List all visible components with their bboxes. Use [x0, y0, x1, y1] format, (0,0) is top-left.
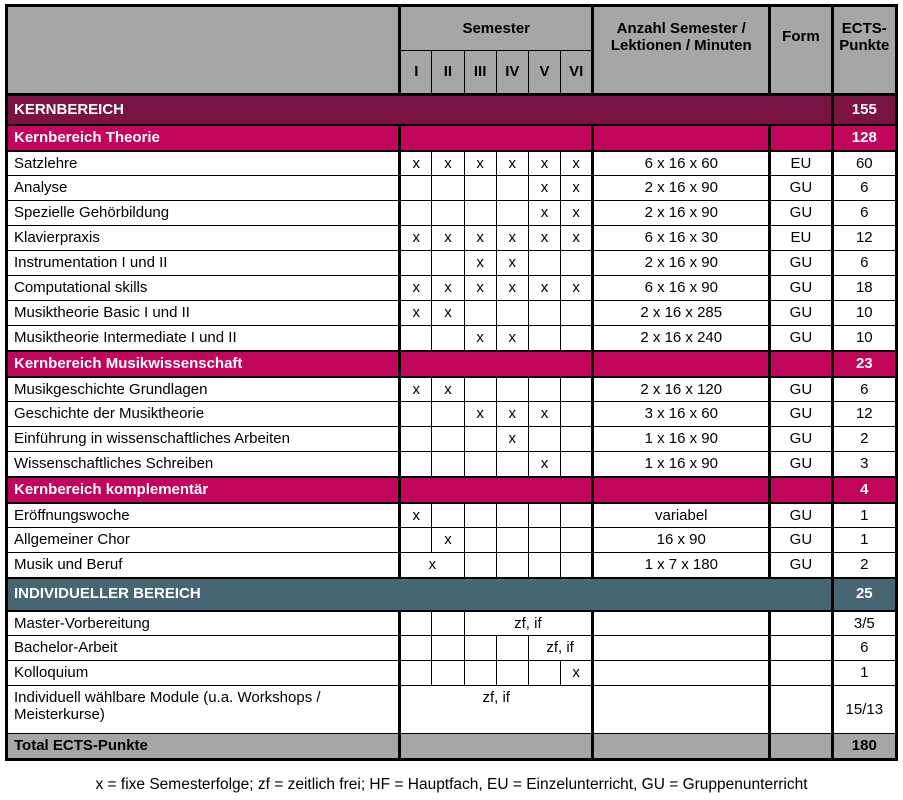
semester-group-header: Semester: [400, 6, 593, 51]
sem-mark-3: [464, 553, 496, 578]
form-cell: GU: [770, 528, 832, 553]
sem-mark-4: [496, 452, 528, 477]
sem-mark-1-6-merged: zf, if: [400, 686, 593, 734]
sem-mark-5: x: [528, 402, 560, 427]
row-eroeffnungswoche: [7, 503, 897, 528]
anzahl-cell: 2 x 16 x 120: [593, 377, 770, 402]
row-einfuehrung-wissenschaftliches-arbeiten: [7, 427, 897, 452]
sem-mark-5: x: [528, 226, 560, 251]
sem-mark-2: [432, 326, 464, 351]
ects-cell: 6: [832, 201, 896, 226]
course-label: Klavierpraxis: [7, 226, 400, 251]
form-cell: [770, 686, 832, 734]
anzahl-cell: [593, 611, 770, 636]
sem-mark-2: [432, 636, 464, 661]
sem-mark-5: [528, 427, 560, 452]
sem-mark-1: [400, 452, 432, 477]
ects-cell: 3/5: [832, 611, 896, 636]
row-kernbereich-komplementaer: [7, 477, 897, 503]
sem-mark-1: [400, 528, 432, 553]
sem-mark-6: [561, 251, 593, 276]
sem-mark-3: x: [464, 251, 496, 276]
section-label: INDIVIDUELLER BEREICH: [7, 578, 833, 611]
anzahl-cell: 1 x 16 x 90: [593, 427, 770, 452]
sem-mark-3: [464, 301, 496, 326]
course-label: Musikgeschichte Grundlagen: [7, 377, 400, 402]
sem-mark-6: x: [561, 661, 593, 686]
anzahl-cell: 16 x 90: [593, 528, 770, 553]
subsection-label: Kernbereich komplementär: [7, 477, 400, 503]
sem-mark-2: [432, 201, 464, 226]
section-ects: 25: [832, 578, 896, 611]
row-instrumentation: [7, 251, 897, 276]
form-cell: GU: [770, 176, 832, 201]
sem-mark-2: [432, 503, 464, 528]
form-cell: GU: [770, 503, 832, 528]
form-cell: GU: [770, 377, 832, 402]
sem-mark-1: x: [400, 226, 432, 251]
form-cell: GU: [770, 553, 832, 578]
anzahl-cell: 2 x 16 x 240: [593, 326, 770, 351]
ects-cell: 10: [832, 326, 896, 351]
sem-mark-4: x: [496, 427, 528, 452]
total-sem-band: [400, 734, 593, 760]
sem-mark-3: x: [464, 226, 496, 251]
subsection-ects: 4: [832, 477, 896, 503]
sem-mark-3: x: [464, 151, 496, 176]
curriculum-table: [5, 4, 898, 761]
subsection-sem-band: [400, 351, 593, 377]
subsection-form-band: [770, 351, 832, 377]
sem-mark-2: [432, 452, 464, 477]
sem-mark-6: x: [561, 151, 593, 176]
ects-cell: 1: [832, 661, 896, 686]
sem-mark-5: [528, 326, 560, 351]
row-musiktheorie-basic: [7, 301, 897, 326]
sem-mark-6: x: [561, 201, 593, 226]
form-cell: GU: [770, 201, 832, 226]
anzahl-cell: 6 x 16 x 60: [593, 151, 770, 176]
subsection-ects: 23: [832, 351, 896, 377]
sem-mark-3: [464, 636, 496, 661]
sem-mark-5: [528, 553, 560, 578]
sem-mark-3: x: [464, 276, 496, 301]
sem-mark-3: [464, 377, 496, 402]
course-label: Eröffnungswoche: [7, 503, 400, 528]
sem-mark-4: [496, 636, 528, 661]
sem-mark-4: x: [496, 251, 528, 276]
form-cell: GU: [770, 276, 832, 301]
row-geschichte-der-musiktheorie: [7, 402, 897, 427]
sem-mark-5: [528, 661, 560, 686]
course-label: Allgemeiner Chor: [7, 528, 400, 553]
form-header: Form: [770, 6, 832, 95]
form-cell: EU: [770, 226, 832, 251]
sem-mark-6: x: [561, 176, 593, 201]
anzahl-cell: 1 x 7 x 180: [593, 553, 770, 578]
sem-mark-5: x: [528, 151, 560, 176]
sem-mark-6: [561, 402, 593, 427]
form-cell: GU: [770, 251, 832, 276]
sem-mark-6: x: [561, 276, 593, 301]
sem-mark-3: [464, 661, 496, 686]
row-allgemeiner-chor: [7, 528, 897, 553]
sem-mark-4: [496, 301, 528, 326]
form-cell: EU: [770, 151, 832, 176]
row-total: [7, 734, 897, 760]
row-analyse: [7, 176, 897, 201]
subsection-form-band: [770, 125, 832, 151]
anzahl-cell: 2 x 16 x 285: [593, 301, 770, 326]
form-cell: [770, 611, 832, 636]
subsection-ects: 128: [832, 125, 896, 151]
sem-mark-3: [464, 427, 496, 452]
sem-mark-6: x: [561, 226, 593, 251]
sem-mark-4: [496, 201, 528, 226]
sem-mark-1-2-merged: x: [400, 553, 464, 578]
total-label: Total ECTS-Punkte: [7, 734, 400, 760]
sem-mark-5: [528, 377, 560, 402]
sem-mark-5: x: [528, 201, 560, 226]
semester-col-1: I: [400, 51, 432, 95]
ects-cell: 15/13: [832, 686, 896, 734]
course-label: Computational skills: [7, 276, 400, 301]
sem-mark-1: [400, 611, 432, 636]
subsection-anzahl-band: [593, 125, 770, 151]
sem-mark-4: [496, 553, 528, 578]
sem-mark-4: [496, 176, 528, 201]
sem-mark-3: [464, 528, 496, 553]
sem-mark-4: x: [496, 276, 528, 301]
course-label: Musiktheorie Basic I und II: [7, 301, 400, 326]
sem-mark-2: x: [432, 377, 464, 402]
legend-footnote: x = fixe Semesterfolge; zf = zeitlich frei; HF = Hauptfach, EU = Einzelunterricht, GU = Gruppenunterricht: [95, 776, 808, 793]
ects-cell: 6: [832, 636, 896, 661]
total-ects: 180: [832, 734, 896, 760]
ects-cell: 1: [832, 528, 896, 553]
anzahl-cell: [593, 661, 770, 686]
course-label: Master-Vorbereitung: [7, 611, 400, 636]
ects-cell: 12: [832, 226, 896, 251]
form-cell: [770, 661, 832, 686]
sem-mark-2: [432, 176, 464, 201]
sem-mark-5: x: [528, 452, 560, 477]
form-cell: GU: [770, 402, 832, 427]
row-musikgeschichte-grundlagen: [7, 377, 897, 402]
row-klavierpraxis: [7, 226, 897, 251]
sem-mark-6: [561, 503, 593, 528]
course-label: Spezielle Gehörbildung: [7, 201, 400, 226]
ects-cell: 6: [832, 251, 896, 276]
sem-mark-1: [400, 427, 432, 452]
total-anzahl-band: [593, 734, 770, 760]
sem-mark-1: [400, 402, 432, 427]
ects-cell: 10: [832, 301, 896, 326]
sem-mark-5: [528, 301, 560, 326]
subsection-label: Kernbereich Musikwissenschaft: [7, 351, 400, 377]
sem-mark-5-6-merged: zf, if: [528, 636, 592, 661]
sem-mark-5: [528, 528, 560, 553]
sem-mark-4: x: [496, 326, 528, 351]
subsection-form-band: [770, 477, 832, 503]
course-label: Wissenschaftliches Schreiben: [7, 452, 400, 477]
sem-mark-4: x: [496, 151, 528, 176]
course-label: Bachelor-Arbeit: [7, 636, 400, 661]
sem-mark-6: [561, 301, 593, 326]
sem-mark-4: x: [496, 226, 528, 251]
semester-col-5: V: [528, 51, 560, 95]
row-wissenschaftliches-schreiben: [7, 452, 897, 477]
anzahl-cell: variabel: [593, 503, 770, 528]
sem-mark-1: x: [400, 377, 432, 402]
course-label: Musik und Beruf: [7, 553, 400, 578]
sem-mark-6: [561, 377, 593, 402]
anzahl-cell: 2 x 16 x 90: [593, 251, 770, 276]
section-label: KERNBEREICH: [7, 95, 833, 125]
sem-mark-6: [561, 528, 593, 553]
ects-cell: 18: [832, 276, 896, 301]
sem-mark-2: x: [432, 151, 464, 176]
course-label: Satzlehre: [7, 151, 400, 176]
sem-mark-3-6-merged: zf, if: [464, 611, 593, 636]
sem-mark-1: x: [400, 301, 432, 326]
anzahl-cell: 6 x 16 x 30: [593, 226, 770, 251]
anzahl-header: Anzahl Semester / Lektionen / Minuten: [593, 6, 770, 95]
subsection-anzahl-band: [593, 351, 770, 377]
row-individueller-bereich: [7, 578, 897, 611]
sem-mark-5: [528, 503, 560, 528]
sem-mark-1: x: [400, 151, 432, 176]
ects-cell: 1: [832, 503, 896, 528]
form-cell: GU: [770, 427, 832, 452]
anzahl-cell: 3 x 16 x 60: [593, 402, 770, 427]
course-label: Individuell wählbare Module (u.a. Workshops / Meisterkurse): [7, 686, 400, 734]
form-cell: [770, 636, 832, 661]
anzahl-cell: 6 x 16 x 90: [593, 276, 770, 301]
ects-cell: 2: [832, 427, 896, 452]
sem-mark-2: [432, 611, 464, 636]
course-label: Musiktheorie Intermediate I und II: [7, 326, 400, 351]
sem-mark-2: [432, 251, 464, 276]
semester-col-4: IV: [496, 51, 528, 95]
sem-mark-5: [528, 251, 560, 276]
sem-mark-4: [496, 661, 528, 686]
sem-mark-6: [561, 452, 593, 477]
sem-mark-1: [400, 636, 432, 661]
row-computational-skills: [7, 276, 897, 301]
header-row-groups: [7, 6, 897, 51]
sem-mark-3: x: [464, 326, 496, 351]
corner-cell: [7, 6, 400, 95]
sem-mark-5: x: [528, 176, 560, 201]
sem-mark-6: [561, 427, 593, 452]
ects-cell: 2: [832, 553, 896, 578]
sem-mark-1: [400, 176, 432, 201]
course-label: Einführung in wissenschaftliches Arbeiten: [7, 427, 400, 452]
row-kernbereich: [7, 95, 897, 125]
row-kernbereich-musikwissenschaft: [7, 351, 897, 377]
ects-cell: 60: [832, 151, 896, 176]
sem-mark-2: x: [432, 276, 464, 301]
sem-mark-1: x: [400, 503, 432, 528]
sem-mark-4: [496, 503, 528, 528]
row-kolloquium: [7, 661, 897, 686]
sem-mark-3: [464, 201, 496, 226]
subsection-sem-band: [400, 477, 593, 503]
course-label: Analyse: [7, 176, 400, 201]
subsection-sem-band: [400, 125, 593, 151]
sem-mark-5: x: [528, 276, 560, 301]
course-label: Kolloquium: [7, 661, 400, 686]
row-musik-und-beruf: [7, 553, 897, 578]
sem-mark-6: [561, 326, 593, 351]
sem-mark-4: [496, 377, 528, 402]
sem-mark-2: [432, 661, 464, 686]
sem-mark-3: [464, 176, 496, 201]
anzahl-cell: 2 x 16 x 90: [593, 176, 770, 201]
sem-mark-2: [432, 427, 464, 452]
sem-mark-3: x: [464, 402, 496, 427]
sem-mark-1: [400, 661, 432, 686]
sem-mark-2: x: [432, 528, 464, 553]
sem-mark-3: [464, 503, 496, 528]
semester-col-2: II: [432, 51, 464, 95]
sem-mark-1: x: [400, 276, 432, 301]
sem-mark-4: x: [496, 402, 528, 427]
anzahl-cell: [593, 686, 770, 734]
sem-mark-1: [400, 201, 432, 226]
sem-mark-2: x: [432, 226, 464, 251]
semester-col-3: III: [464, 51, 496, 95]
anzahl-cell: 1 x 16 x 90: [593, 452, 770, 477]
semester-col-6: VI: [561, 51, 593, 95]
ects-cell: 6: [832, 377, 896, 402]
subsection-label: Kernbereich Theorie: [7, 125, 400, 151]
sem-mark-2: [432, 402, 464, 427]
total-form-band: [770, 734, 832, 760]
sem-mark-6: [561, 553, 593, 578]
row-kernbereich-theorie: [7, 125, 897, 151]
course-label: Instrumentation I und II: [7, 251, 400, 276]
sem-mark-3: [464, 452, 496, 477]
row-master-vorbereitung: [7, 611, 897, 636]
row-musiktheorie-intermediate: [7, 326, 897, 351]
course-label: Geschichte der Musiktheorie: [7, 402, 400, 427]
sem-mark-1: [400, 251, 432, 276]
anzahl-cell: 2 x 16 x 90: [593, 201, 770, 226]
sem-mark-2: x: [432, 301, 464, 326]
sem-mark-1: [400, 326, 432, 351]
row-individuell-waehlbare-module: [7, 686, 897, 734]
form-cell: GU: [770, 326, 832, 351]
row-bachelor-arbeit: [7, 636, 897, 661]
ects-cell: 6: [832, 176, 896, 201]
subsection-anzahl-band: [593, 477, 770, 503]
anzahl-cell: [593, 636, 770, 661]
form-cell: GU: [770, 452, 832, 477]
row-satzlehre: [7, 151, 897, 176]
section-ects: 155: [832, 95, 896, 125]
ects-cell: 12: [832, 402, 896, 427]
sem-mark-4: [496, 528, 528, 553]
form-cell: GU: [770, 301, 832, 326]
ects-header: ECTS-Punkte: [832, 6, 896, 95]
ects-cell: 3: [832, 452, 896, 477]
row-spezielle-gehoerbildung: [7, 201, 897, 226]
